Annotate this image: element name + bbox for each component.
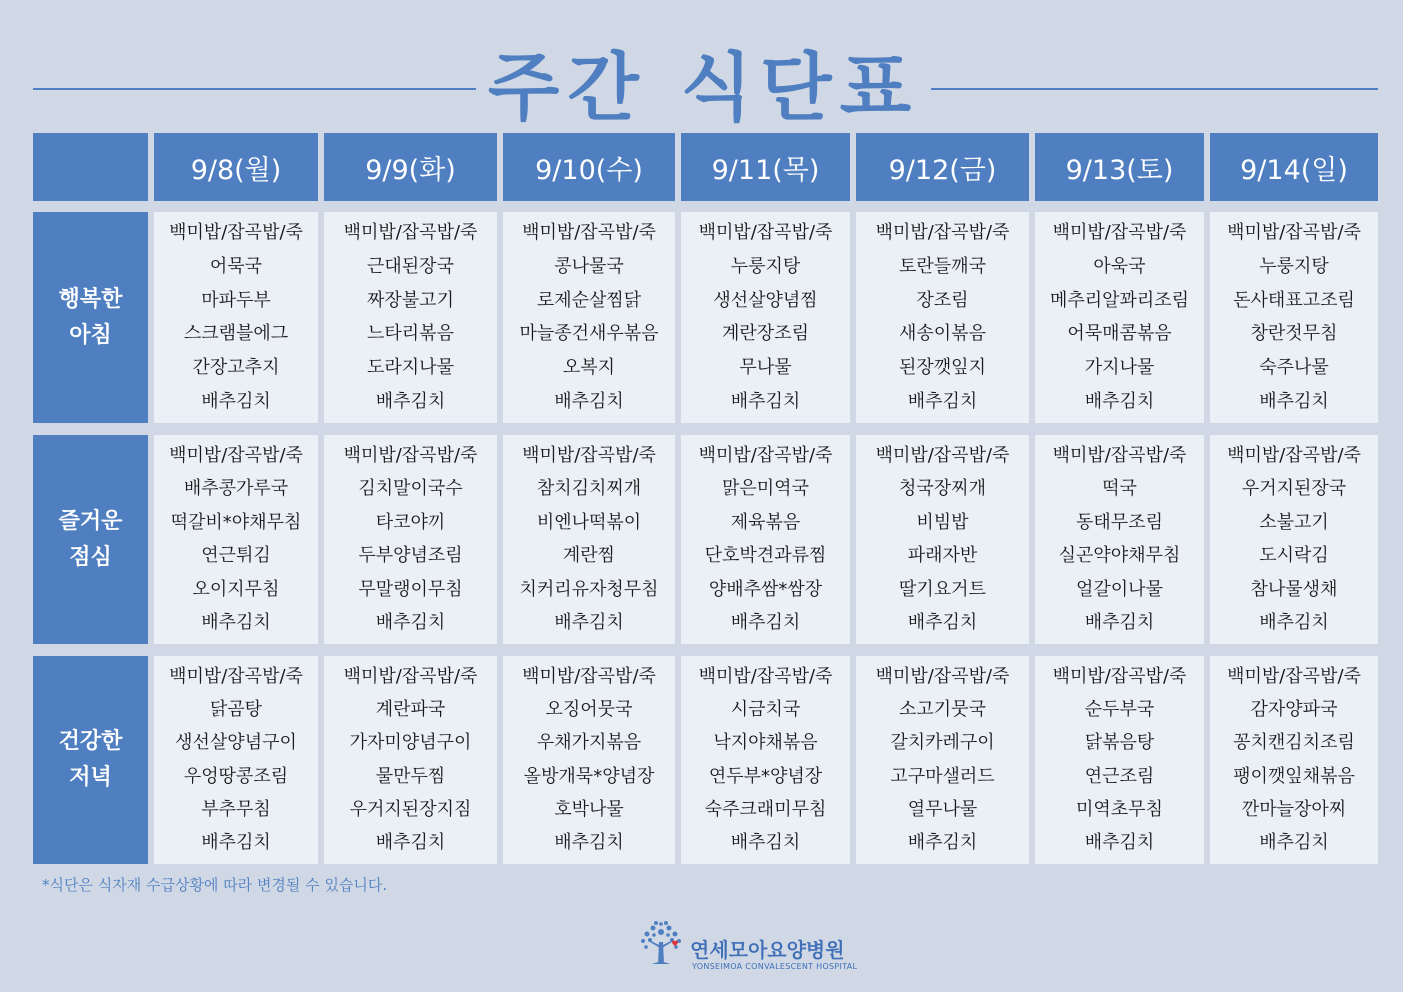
header-corner (33, 133, 148, 201)
menu-item: 비빔밥 (916, 511, 969, 533)
menu-item: 순두부국 (1084, 698, 1155, 720)
menu-item: 백미밥/잡곡밥/죽 (522, 665, 656, 687)
menu-item: 연근조림 (1084, 765, 1155, 787)
menu-item: 장조림 (916, 289, 969, 311)
menu-item: 동태무조림 (1076, 511, 1163, 533)
menu-cell (154, 212, 318, 423)
menu-item: 백미밥/잡곡밥/죽 (169, 221, 303, 243)
menu-item: 계란장조림 (722, 323, 809, 345)
menu-item: 배추김치 (730, 612, 801, 634)
menu-item: 우엉땅콩조림 (183, 765, 289, 787)
meal-label-line2: 저녁 (69, 765, 112, 790)
menu-item: 꽁치캔김치조림 (1233, 732, 1355, 754)
menu-item: 닭볶음탕 (1084, 732, 1155, 754)
day-header: 9/12(금) (856, 133, 1029, 201)
menu-item: 제육볶음 (730, 511, 801, 533)
menu-item: 배추김치 (554, 612, 624, 634)
menu-item: 단호박견과류찜 (704, 545, 827, 567)
menu-item: 청국장찌개 (899, 478, 986, 500)
menu-item: 고구마샐러드 (890, 765, 995, 787)
day-header: 9/13(토) (1035, 133, 1204, 201)
menu-item: 백미밥/잡곡밥/죽 (698, 665, 833, 687)
menu-item: 백미밥/잡곡밥/죽 (1227, 665, 1361, 687)
menu-item: 배추김치 (201, 832, 271, 854)
menu-item: 맑은미역국 (722, 478, 809, 500)
menu-item: 떡국 (1102, 478, 1137, 500)
menu-item: 느타리볶음 (367, 323, 454, 345)
menu-item: 우거지된장국 (1241, 478, 1347, 500)
menu-cell (681, 212, 850, 423)
menu-item: 배추김치 (730, 832, 801, 854)
menu-item: 계란찜 (562, 545, 616, 567)
menu-cell (1210, 656, 1378, 864)
menu-item: 백미밥/잡곡밥/죽 (1227, 221, 1361, 243)
hospital-name: 연세모아요양병원 (690, 938, 845, 962)
menu-item: 배추김치 (375, 832, 446, 854)
menu-item: 콩나물국 (554, 255, 624, 277)
menu-item: 백미밥/잡곡밥/죽 (875, 444, 1010, 466)
menu-item: 닭곰탕 (209, 698, 263, 720)
title-area (0, 40, 1403, 140)
menu-item: 숙주크래미무침 (704, 798, 827, 820)
menu-item: 백미밥/잡곡밥/죽 (698, 221, 833, 243)
page-title: 주간 식단표 (487, 45, 920, 131)
menu-item: 배추김치 (201, 391, 271, 413)
menu-item: 실곤약야채무침 (1058, 545, 1181, 567)
menu-item: 누룽지탕 (1259, 255, 1329, 277)
menu-cell (1035, 656, 1204, 864)
menu-item: 가자미양념구이 (349, 732, 472, 754)
menu-item: 감자양파국 (1250, 698, 1338, 720)
hospital-logo (634, 918, 858, 974)
menu-item: 가지나물 (1084, 357, 1155, 379)
menu-cell (1035, 212, 1204, 423)
menu-item: 참치김치찌개 (536, 478, 642, 500)
menu-item: 배추김치 (554, 391, 624, 413)
menu-item: 생선살양념구이 (175, 732, 297, 754)
menu-item: 배추김치 (1259, 612, 1329, 634)
menu-cell (1035, 435, 1204, 644)
meal-label-line1: 건강한 (58, 729, 123, 754)
menu-item: 배추김치 (375, 391, 446, 413)
menu-cell (154, 435, 318, 644)
meal-label-line1: 즐거운 (58, 508, 123, 534)
menu-item: 오복지 (562, 357, 616, 379)
menu-cell (324, 435, 497, 644)
menu-item: 딸기요거트 (899, 578, 986, 600)
menu-item: 아욱국 (1093, 255, 1146, 277)
menu-item: 백미밥/잡곡밥/죽 (1052, 444, 1187, 466)
menu-item: 새송이볶음 (899, 323, 986, 345)
menu-item: 배추김치 (907, 391, 978, 413)
menu-item: 파래자반 (907, 545, 978, 567)
footnote: *식단은 식자재 수급상황에 따라 변경될 수 있습니다. (42, 876, 388, 894)
menu-item: 배추김치 (1259, 391, 1329, 413)
menu-item: 치커리유자청무침 (519, 578, 659, 600)
day-header: 9/10(수) (503, 133, 675, 201)
menu-cell (324, 212, 497, 423)
menu-cell (503, 435, 675, 644)
menu-item: 두부양념조림 (358, 545, 463, 567)
menu-item: 백미밥/잡곡밥/죽 (169, 444, 303, 466)
menu-item: 낙지야채볶음 (713, 732, 818, 754)
menu-item: 백미밥/잡곡밥/죽 (522, 444, 656, 466)
menu-item: 미역초무침 (1076, 798, 1163, 820)
menu-item: 깐마늘장아찌 (1241, 798, 1347, 820)
menu-item: 도라지나물 (367, 357, 454, 379)
menu-item: 우거지된장지짐 (349, 798, 472, 820)
menu-item: 오이지무침 (192, 578, 280, 600)
meal-label-line2: 아침 (69, 322, 112, 348)
menu-item: 시금치국 (730, 698, 801, 720)
menu-cell (503, 212, 675, 423)
menu-item: 백미밥/잡곡밥/죽 (343, 221, 478, 243)
day-header: 9/11(목) (681, 133, 850, 201)
menu-item: 근대된장국 (367, 255, 454, 277)
menu-item: 우채가지볶음 (536, 732, 642, 754)
tree-logo-icon (634, 918, 688, 970)
menu-item: 김치말이국수 (358, 478, 463, 500)
menu-item: 어묵매콤볶음 (1067, 323, 1172, 345)
menu-item: 부추무침 (201, 798, 271, 820)
menu-item: 배추김치 (1259, 832, 1329, 854)
menu-cell (856, 435, 1029, 644)
menu-item: 백미밥/잡곡밥/죽 (343, 444, 478, 466)
menu-item: 마파두부 (201, 289, 271, 311)
day-header: 9/8(월) (154, 133, 318, 201)
menu-item: 배추김치 (730, 391, 801, 413)
menu-item: 짜장불고기 (367, 289, 454, 311)
menu-item: 백미밥/잡곡밥/죽 (875, 665, 1010, 687)
meal-label (33, 435, 148, 644)
menu-item: 갈치카레구이 (890, 732, 995, 754)
meal-label (33, 212, 148, 423)
menu-item: 열무나물 (907, 798, 978, 820)
menu-item: 도시락김 (1259, 545, 1329, 567)
menu-item: 토란들깨국 (899, 255, 986, 277)
menu-item: 누룽지탕 (730, 255, 801, 277)
menu-item: 얼갈이나물 (1076, 578, 1163, 600)
menu-item: 배추김치 (201, 612, 271, 634)
menu-item: 무나물 (739, 357, 792, 379)
menu-item: 무말랭이무침 (358, 578, 463, 600)
meal-label (33, 656, 148, 864)
menu-item: 소불고기 (1259, 511, 1329, 533)
menu-item: 비엔나떡볶이 (536, 511, 642, 533)
menu-cell (681, 656, 850, 864)
menu-item: 간장고추지 (192, 357, 280, 379)
menu-item: 소고기뭇국 (899, 698, 986, 720)
menu-item: 참나물생채 (1250, 578, 1338, 600)
meal-label-line2: 점심 (69, 544, 112, 570)
menu-item: 오징어뭇국 (545, 698, 633, 720)
menu-item: 백미밥/잡곡밥/죽 (1052, 221, 1187, 243)
menu-item: 메추리알꽈리조림 (1049, 289, 1190, 311)
menu-item: 팽이깻잎채볶음 (1233, 765, 1355, 787)
menu-item: 스크램블에그 (183, 323, 289, 345)
menu-item: 배추김치 (1084, 612, 1155, 634)
menu-item: 된장깻잎지 (899, 357, 986, 379)
hospital-name-english: YONSEIMOA CONVALESCENT HOSPITAL (692, 962, 858, 971)
menu-item: 양배추쌈*쌈장 (708, 578, 823, 600)
menu-item: 생선살양념찜 (713, 289, 818, 311)
menu-item: 백미밥/잡곡밥/죽 (1052, 665, 1187, 687)
menu-item: 배추콩가루국 (183, 478, 289, 500)
meal-label-line1: 행복한 (58, 286, 123, 312)
menu-item: 배추김치 (907, 832, 978, 854)
title-divider-left (33, 88, 476, 90)
menu-item: 계란파국 (375, 698, 446, 720)
menu-cell (856, 656, 1029, 864)
menu-item: 배추김치 (1084, 391, 1155, 413)
menu-item: 백미밥/잡곡밥/죽 (1227, 444, 1361, 466)
menu-item: 어묵국 (209, 255, 263, 277)
menu-item: 올방개묵*양념장 (523, 765, 655, 787)
menu-item: 배추김치 (1084, 832, 1155, 854)
day-header: 9/14(일) (1210, 133, 1378, 201)
menu-item: 연두부*양념장 (708, 765, 823, 787)
title-divider-right (931, 88, 1378, 90)
menu-item: 백미밥/잡곡밥/죽 (343, 665, 478, 687)
menu-item: 로제순살찜닭 (536, 289, 642, 311)
menu-item: 백미밥/잡곡밥/죽 (522, 221, 656, 243)
menu-item: 백미밥/잡곡밥/죽 (875, 221, 1010, 243)
menu-item: 마늘종건새우볶음 (519, 323, 659, 345)
menu-item: 타코야끼 (375, 511, 446, 533)
menu-item: 백미밥/잡곡밥/죽 (698, 444, 833, 466)
menu-cell (503, 656, 675, 864)
day-header: 9/9(화) (324, 133, 497, 201)
menu-item: 숙주나물 (1259, 357, 1329, 379)
menu-item: 떡갈비*야채무침 (170, 511, 302, 533)
menu-item: 백미밥/잡곡밥/죽 (169, 665, 303, 687)
menu-cell (1210, 212, 1378, 423)
menu-cell (856, 212, 1029, 423)
menu-item: 연근튀김 (201, 545, 271, 567)
menu-item: 배추김치 (907, 612, 978, 634)
menu-item: 호박나물 (554, 798, 624, 820)
menu-item: 창란젓무침 (1250, 323, 1338, 345)
menu-item: 돈사태표고조림 (1233, 289, 1355, 311)
menu-item: 배추김치 (554, 832, 624, 854)
menu-item: 물만두찜 (375, 765, 446, 787)
menu-cell (681, 435, 850, 644)
menu-item: 배추김치 (375, 612, 446, 634)
menu-cell (1210, 435, 1378, 644)
menu-cell (324, 656, 497, 864)
menu-cell (154, 656, 318, 864)
